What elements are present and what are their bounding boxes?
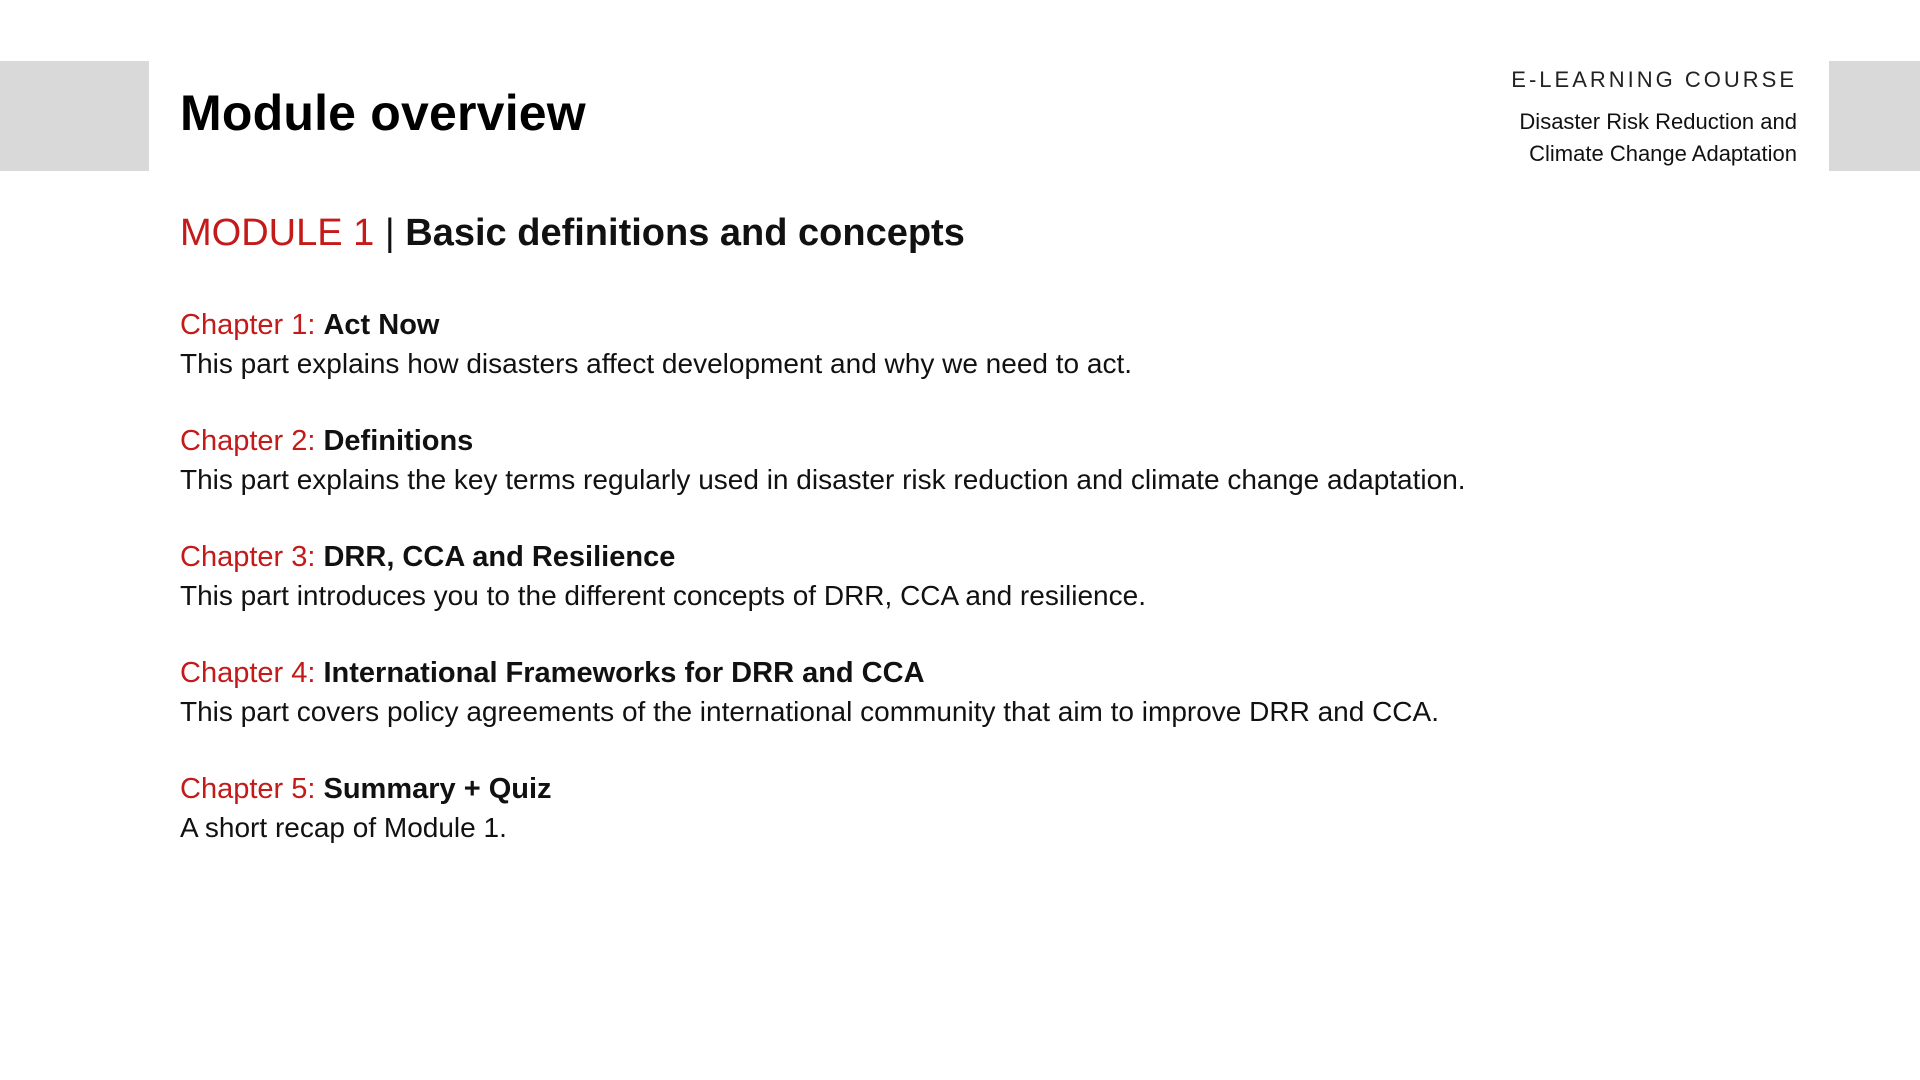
- module-heading: [180, 212, 965, 255]
- module-separator: |: [374, 212, 406, 254]
- chapter-description: This part introduces you to the different concepts of DRR, CCA and resilience.: [180, 580, 1146, 611]
- chapter-label: Chapter 4:: [180, 657, 324, 689]
- chapter-description: This part covers policy agreements of the international community that aim to improve DRR and CCA.: [180, 696, 1439, 727]
- chapter-label: Chapter 5:: [180, 773, 324, 805]
- chapter-heading: [180, 538, 1800, 576]
- module-number: MODULE 1: [180, 212, 375, 254]
- chapter-item: [180, 306, 1800, 384]
- chapter-name: Act Now: [323, 309, 440, 341]
- course-name-line1: Disaster Risk Reduction and: [1519, 109, 1797, 134]
- chapter-heading: [180, 770, 1800, 808]
- course-name: [1511, 106, 1797, 170]
- chapter-heading: [180, 422, 1800, 460]
- course-info: [1511, 66, 1797, 170]
- chapter-label: Chapter 3:: [180, 541, 324, 573]
- chapter-name: DRR, CCA and Resilience: [323, 541, 676, 573]
- course-label: E-LEARNING COURSE: [1511, 67, 1797, 92]
- page-title: Module overview: [180, 85, 586, 141]
- chapter-item: [180, 422, 1800, 500]
- chapter-heading: [180, 306, 1800, 344]
- module-title: Basic definitions and concepts: [405, 212, 965, 254]
- chapter-heading: [180, 654, 1800, 692]
- chapter-list: [180, 306, 1800, 886]
- chapter-item: [180, 538, 1800, 616]
- chapter-description: A short recap of Module 1.: [180, 812, 507, 843]
- chapter-name: Definitions: [323, 425, 474, 457]
- chapter-name: International Frameworks for DRR and CCA: [323, 657, 925, 689]
- chapter-name: Summary + Quiz: [323, 773, 552, 805]
- chapter-description: This part explains how disasters affect development and why we need to act.: [180, 348, 1133, 379]
- chapter-item: [180, 770, 1800, 848]
- header-band-right: [1829, 61, 1920, 171]
- course-name-line2: Climate Change Adaptation: [1529, 141, 1797, 166]
- chapter-label: Chapter 2:: [180, 425, 324, 457]
- chapter-description: This part explains the key terms regularly used in disaster risk reduction and climate change adaptation.: [180, 464, 1466, 495]
- header-band-left: [0, 61, 149, 171]
- chapter-label: Chapter 1:: [180, 309, 324, 341]
- chapter-item: [180, 654, 1800, 732]
